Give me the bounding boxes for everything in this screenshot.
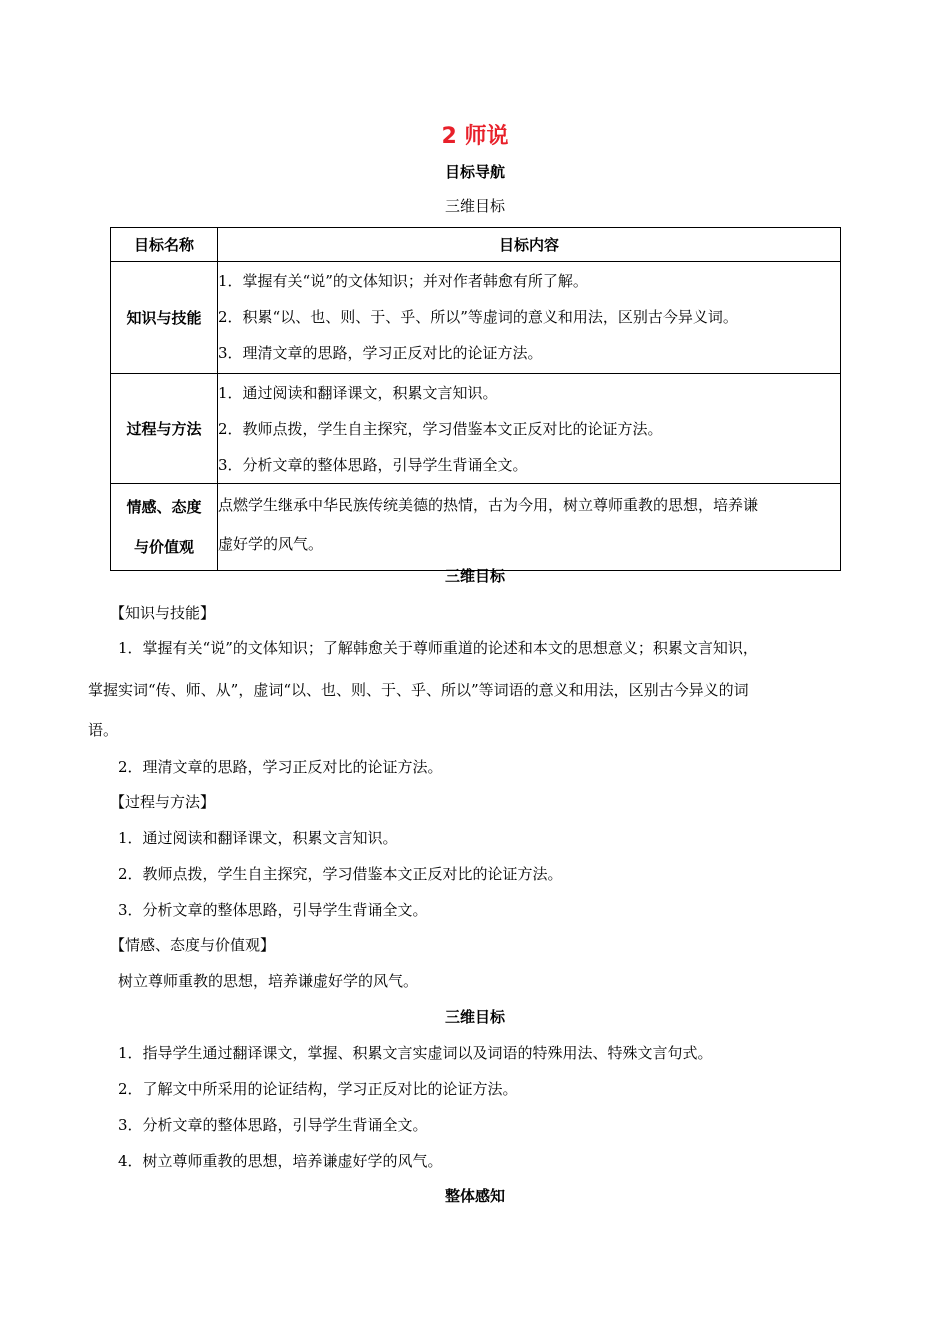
row-item: 2．积累“以、也、则、于、乎、所以”等虚词的意义和用法，区别古今异义词。 [218, 308, 738, 326]
document-title: 2 师说 [441, 124, 509, 149]
section-heading: 三维目标 [444, 1008, 505, 1026]
row-text [218, 484, 840, 564]
section-heading: 三维目标 [444, 567, 505, 585]
table-header-row [111, 228, 841, 262]
subsection-heading: 【过程与方法】 [110, 793, 216, 811]
list-item: 2．了解文中所采用的论证结构，学习正反对比的论证方法。 [118, 1080, 518, 1098]
row-name-line: 与价值观 [133, 538, 194, 556]
row-text-line: 点燃学生继承中华民族传统美德的热情，古为今用，树立尊师重教的思想，培养谦 [218, 496, 759, 514]
row-item: 1．通过阅读和翻译课文，积累文言知识。 [218, 384, 498, 402]
row-name-line: 情感、态度 [126, 498, 202, 516]
table-row [111, 262, 841, 374]
row-name: 过程与方法 [111, 374, 218, 484]
list-item: 3．分析文章的整体思路，引导学生背诵全文。 [118, 1116, 428, 1134]
subsection-heading: 【情感、态度与价值观】 [110, 936, 276, 954]
row-name: 知识与技能 [111, 262, 218, 374]
row-content [218, 262, 841, 374]
section-heading: 整体感知 [444, 1187, 505, 1205]
row-item: 3．分析文章的整体思路，引导学生背诵全文。 [218, 456, 528, 474]
goals-table [110, 227, 841, 571]
paragraph-line: 2．理清文章的思路，学习正反对比的论证方法。 [118, 758, 443, 776]
table-row [111, 374, 841, 484]
row-item: 3．理清文章的思路，学习正反对比的论证方法。 [218, 344, 543, 362]
table-header-content: 目标内容 [218, 228, 841, 262]
paragraph-line: 1．掌握有关“说”的文体知识；了解韩愈关于尊师重道的论述和本文的思想意义；积累文言知识， [118, 639, 758, 657]
row-content [218, 484, 841, 571]
table-header-name: 目标名称 [111, 228, 218, 262]
table-row [111, 484, 841, 571]
subsection-heading: 【知识与技能】 [110, 604, 216, 622]
list-item: 1．指导学生通过翻译课文，掌握、积累文言实虚词以及词语的特殊用法、特殊文言句式。 [118, 1044, 713, 1062]
paragraph-line: 3．分析文章的整体思路，引导学生背诵全文。 [118, 901, 428, 919]
row-name [111, 484, 218, 571]
table-caption: 三维目标 [444, 197, 505, 215]
list-item: 4．树立尊师重教的思想，培养谦虚好学的风气。 [118, 1152, 443, 1170]
paragraph-line: 2．教师点拨，学生自主探究，学习借鉴本文正反对比的论证方法。 [118, 865, 563, 883]
row-content [218, 374, 841, 484]
row-item: 1．掌握有关“说”的文体知识；并对作者韩愈有所了解。 [218, 272, 588, 290]
section-heading-nav: 目标导航 [444, 163, 505, 181]
row-item: 2．教师点拨，学生自主探究，学习借鉴本文正反对比的论证方法。 [218, 420, 663, 438]
paragraph-line: 树立尊师重教的思想，培养谦虚好学的风气。 [118, 972, 419, 990]
row-text-line: 虚好学的风气。 [218, 535, 324, 553]
paragraph-line: 掌握实词“传、师、从”，虚词“以、也、则、于、乎、所以”等词语的意义和用法，区别古今异义的词 [88, 681, 749, 699]
paragraph-line: 1．通过阅读和翻译课文，积累文言知识。 [118, 829, 398, 847]
paragraph-line: 语。 [88, 721, 119, 739]
